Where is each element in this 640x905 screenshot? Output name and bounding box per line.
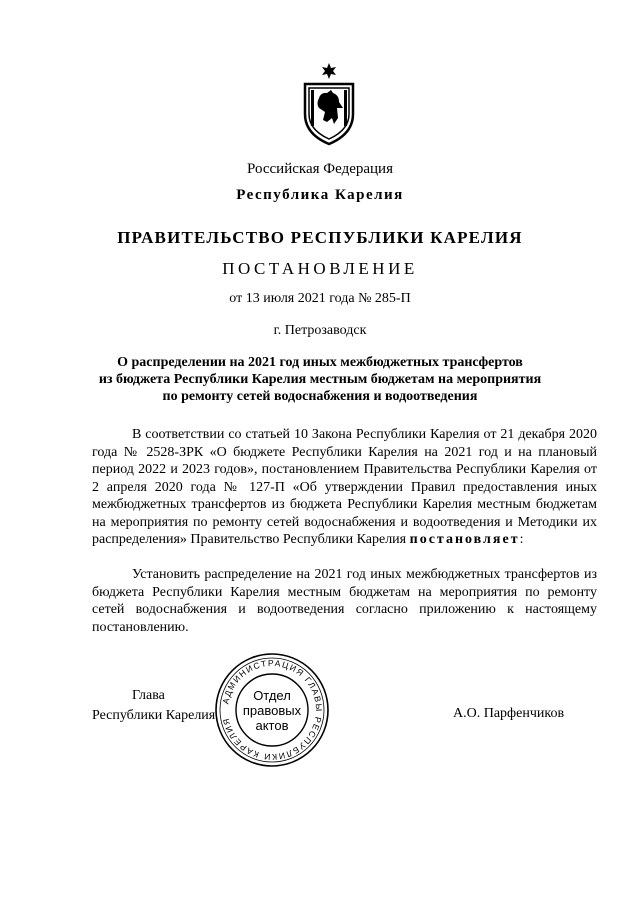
country-name: Российская Федерация [247, 161, 393, 177]
stamp-text: правовых [242, 703, 302, 718]
punctuation: : [519, 532, 524, 547]
paragraph-text: В соответствии со статьей 10 Закона Республики Карелия от 21 декабря 2020 года № 2528-ЗРК «О бюджете Республики Карелия на 2021 год и на плановый период 2022 и 2023 годов», постановлением Правительства Республики Карелия от 2 апреля 2020 года № 127-П «Об утверждении Правил предоставления иных межбюджетных трансфертов из бюджета Республики Карелия местным бюджетам на мероприятия по ремонту сетей водоснабжения и водоотведения и Методики их распределения» Правительство Республики Карелия [92, 427, 597, 547]
body-paragraph-2: Установить распределение на 2021 год иных межбюджетных трансфертов из бюджета Республики Карелия местным бюджетам на мероприятия по ремонту сетей водоснабжения и водоотведения согласно приложению к настоящему постановлению. [92, 567, 597, 635]
government-name: ПРАВИТЕЛЬСТВО РЕСПУБЛИКИ КАРЕЛИЯ [117, 228, 523, 247]
title-line: из бюджета Республики Карелия местным бюджетам на мероприятия [98, 372, 542, 387]
city-name: г. Петрозаводск [273, 323, 367, 338]
signatory-name: А.О. Парфенчиков [453, 706, 565, 721]
position-line: Глава [132, 688, 165, 703]
official-stamp [212, 650, 332, 770]
position-line: Республики Карелия [92, 708, 216, 723]
date-number: от 13 июля 2021 года № 285-П [229, 291, 411, 306]
document-type: ПОСТАНОВЛЕНИЕ [222, 259, 418, 278]
stamp-text: актов [255, 718, 289, 733]
stamp-ring-text: АДМИНИСТРАЦИЯ ГЛАВЫ РЕСПУБЛИКИ КАРЕЛИЯ [220, 657, 325, 763]
republic-name: Республика Карелия [236, 187, 404, 203]
signatory-position [92, 686, 215, 726]
title-line: О распределении на 2021 год иных межбюджетных трансфертов [117, 355, 523, 370]
karelia-coat-of-arms-icon [297, 62, 361, 146]
title-line: по ремонту сетей водоснабжения и водоотведения [162, 389, 478, 404]
decree-keyword: постановляет [409, 532, 520, 547]
body-paragraph-1 [92, 426, 597, 549]
document-title [0, 354, 640, 405]
stamp-text: Отдел [253, 688, 291, 703]
